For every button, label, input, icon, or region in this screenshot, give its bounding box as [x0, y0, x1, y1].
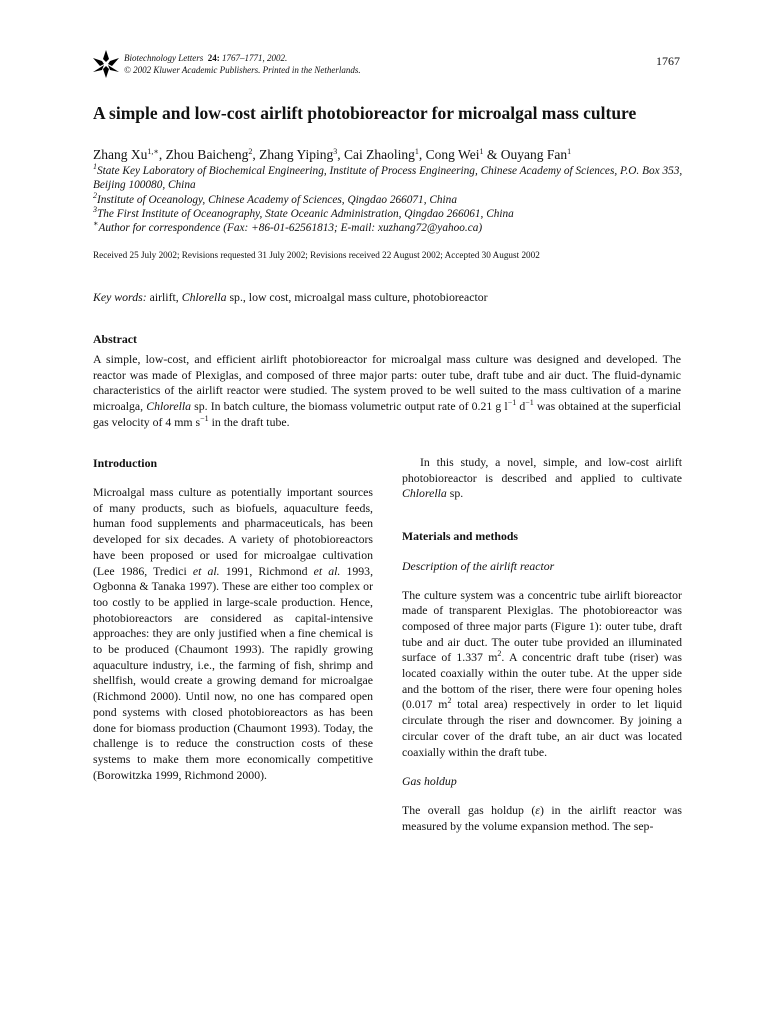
- abstract-heading: Abstract: [93, 332, 137, 346]
- author-5: Cong Wei$^1$ &: [425, 147, 501, 162]
- materials-methods-heading: Materials and methods: [402, 529, 518, 544]
- publisher-logo-icon: [93, 50, 119, 78]
- abstract-body: A simple, low-cost, and efficient airlift photobioreactor for microalgal mass culture was designed and developed. The reactor was made of Plexiglas, and composed of three major parts: outer tube, draft tube and air duct. The fluid-dynamic characteristics of the airlift reactor were studied. The system proved to be well suited to the mass cultivation of a marine microalga, Chlorella sp. In batch culture, the biomass volumetric output rate of 0.21 g $l^{-1}$ $d^{-1}$ was obtained at the superficial gas velocity of 4 mm $s^{-1}$ in the draft tube.: [93, 352, 681, 429]
- affiliations: [93, 164, 683, 235]
- journal-pages-year: 1767–1771, 2002.: [221, 53, 288, 63]
- author-2: Zhou Baicheng$^2$,: [165, 147, 260, 162]
- gas-holdup-subheading: Gas holdup: [402, 774, 457, 789]
- introduction-body: Microalgal mass culture as potentially important sources of many products, such as biofuels, aquaculture feeds, human food supplements and pharmaceuticals, has been developed for six decades. A variety of photobioreactors have been proposed or used for microalgae cultivation (Lee 1986, Tredici et al. 1991, Richmond et al. 1993, Ogbonna & Tanaka 1997). These are either too complex or too costly to be applied in large-scale production. Hence, photobioreactors are considered as capital-intensive approaches: they are only justified when a fine chemical is to be produced (Chaumont 1993). The rapidly growing aquaculture industry, i.e., the farming of fish, shrimp and shellfish, would create a growing demand for microalgae (Richmond 2000). Until now, no one has compared open pond systems with closed photobioreactors as has been done for biomass production (Chaumont 1993). Today, the challenge is to reduce the construction costs of these systems to make them more economically competitive (Borowitzka 1999, Richmond 2000).: [93, 485, 374, 782]
- keywords: Key words: airlift, Chlorella sp., low cost, microalgal mass culture, photobioreactor: [93, 290, 488, 304]
- author-4: Cai Zhaoling$^1$,: [344, 147, 426, 162]
- study-paragraph: In this study, a novel, simple, and low-cost airlift photobioreactor is described and applied to cultivate Chlorella sp.: [402, 455, 682, 501]
- introduction-heading: Introduction: [93, 456, 158, 470]
- copyright-line: © 2002 Kluwer Academic Publishers. Printed in the Netherlands.: [124, 65, 361, 75]
- paper-title: A simple and low-cost airlift photobioreactor for microalgal mass culture: [93, 103, 637, 123]
- journal-citation: [124, 52, 361, 76]
- author-3: Zhang Yiping$^3$,: [259, 147, 345, 162]
- author-list: [93, 147, 571, 163]
- received-dates: Received 25 July 2002; Revisions requested 31 July 2002; Revisions received 22 August 2002; Accepted 30 August 2002: [93, 250, 540, 260]
- right-column: [402, 455, 682, 834]
- gas-holdup-paragraph: The overall gas holdup (ε) in the airlift reactor was measured by the volume expansion method. The sep-: [402, 802, 682, 833]
- author-1: Zhang $Xu^{1,∗}$,: [93, 147, 166, 162]
- airlift-reactor-subheading: Description of the airlift reactor: [402, 558, 555, 573]
- journal-volume: 24:: [207, 53, 220, 63]
- correspondence: ∗Author for correspondence (Fax: +86-01-62561813; E-mail: xuzhang72@yahoo.ca): [93, 219, 483, 235]
- page-number: 1767: [656, 54, 680, 68]
- affiliation-2: $^2$Institute of Oceanology, Chinese Academy of Sciences, Qingdao 266071, China: [93, 190, 457, 206]
- journal-name: Biotechnology Letters: [124, 53, 204, 63]
- affiliation-1: $^1$State Key Laboratory of Biochemical Engineering, Institute of Process Engineering, Chinese Academy of Sciences, P.O. Box 353, Beijing 100080, China: [93, 162, 683, 192]
- author-6: Ouyang Fan$^1$: [500, 147, 572, 162]
- affiliation-3: $^3$The First Institute of Oceanography, State Oceanic Administration, Qingdao 266061, China: [93, 204, 514, 220]
- reactor-description-paragraph: The culture system was a concentric tube airlift bioreactor made of transparent Plexiglas. The photobioreactor was composed of three major parts (Figure 1): outer tube, draft tube and air duct. The outer tube provided an illuminated surface of 1.337 $m^2$. A concentric draft tube (riser) was located coaxially within the outer tube. At the upper side and the bottom of the riser, there were four opening holes (0.017 $m^2$ total area) respectively in order to let liquid circulate through the riser and downcomer. By joining a circular cover of the draft tube, an air duct was located coaxially within the draft tube.: [402, 587, 682, 759]
- keywords-label: Key words:: [93, 290, 147, 304]
